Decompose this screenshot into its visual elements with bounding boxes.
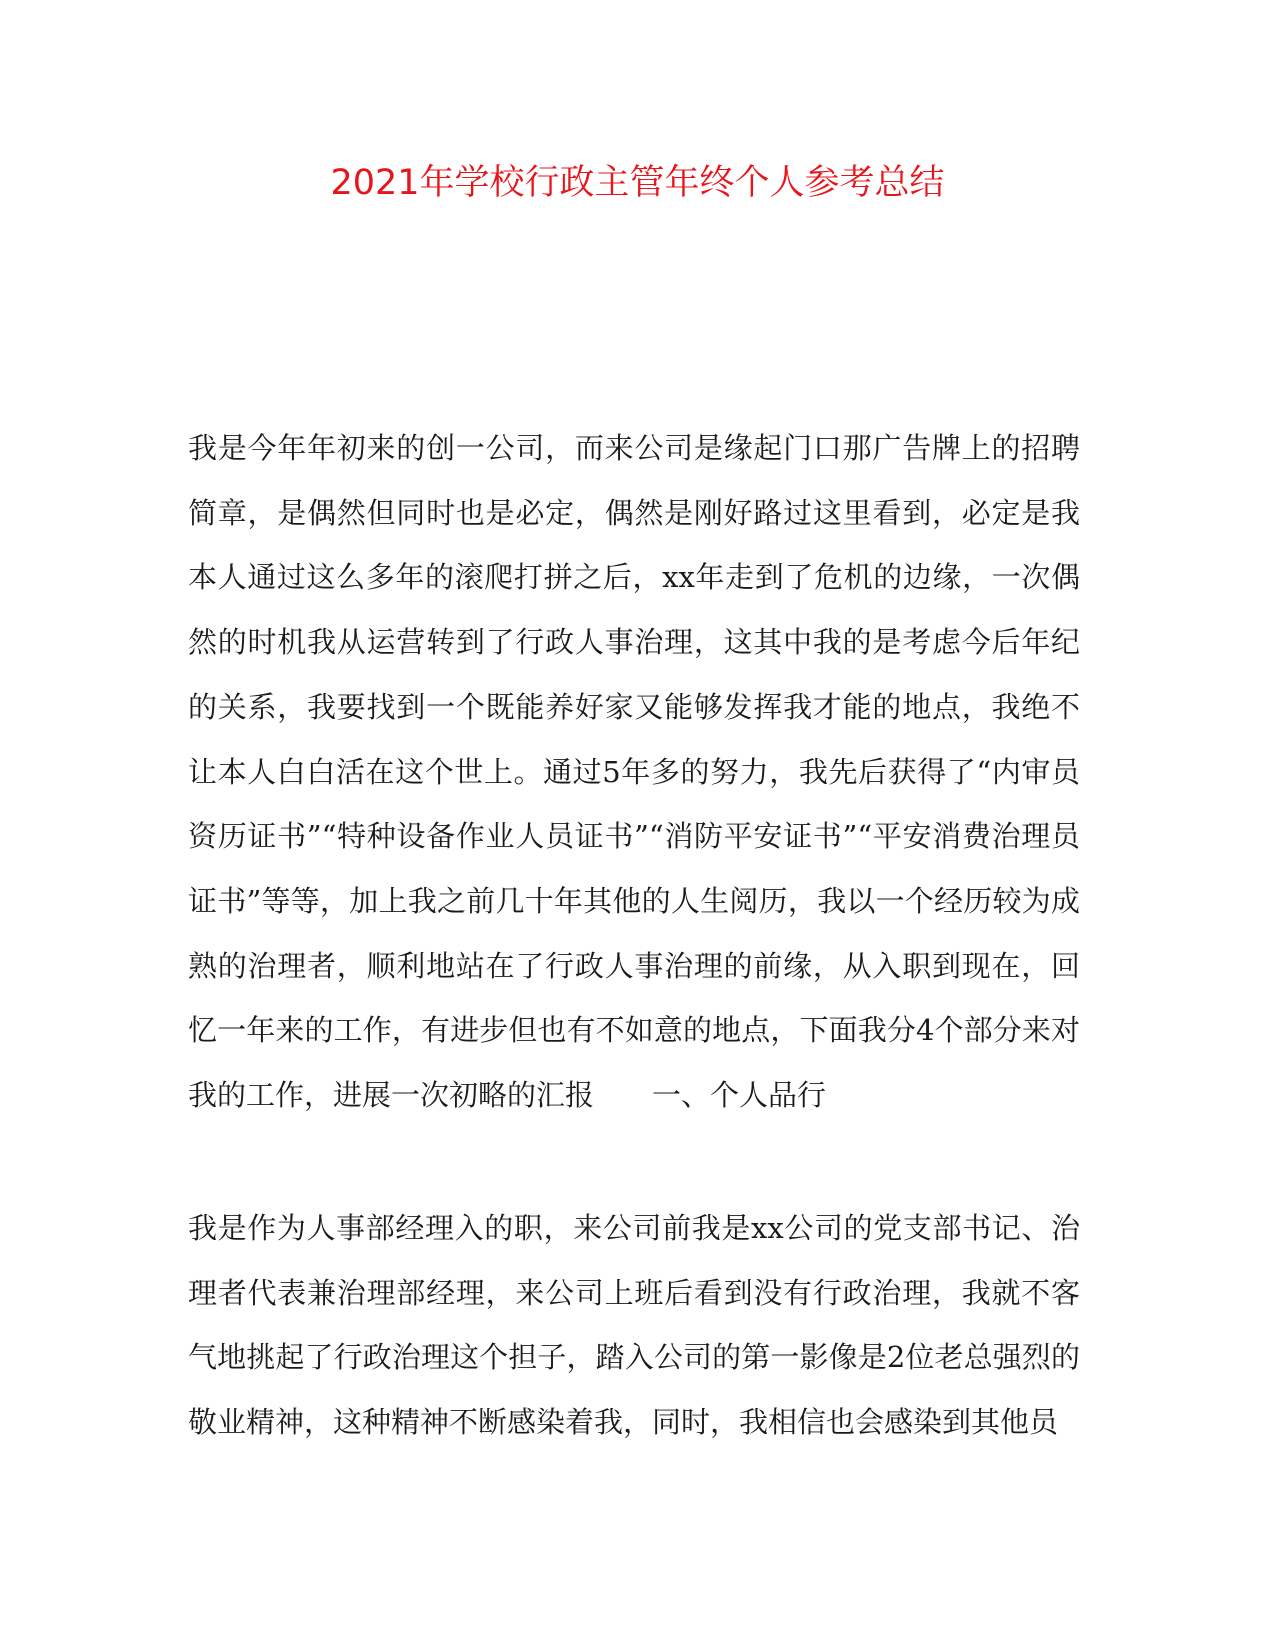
document-title: 2021年学校行政主管年终个人参考总结 bbox=[330, 163, 945, 203]
paragraph-intro: 我是今年年初来的创一公司，而来公司是缘起门口那广告牌上的招聘简章，是偶然但同时也是必定，偶然是刚好路过这里看到，必定是我本人通过这么多年的滚爬打拼之后，xx年走到了危机的边缘，一次偶然的时机我从运营转到了行政人事治理，这其中我的是考虑今后年纪的关系，我要找到一个既能养好家又能够发挥我才能的地点，我绝不让本人白白活在这个世上。通过5年多的努力，我先后获得了“内审员资历证书”“特种设备作业人员证书”“消防平安证书”“平安消费治理员证书”等等，加上我之前几十年其他的人生阅历，我以一个经历较为成熟的治理者，顺利地站在了行政人事治理的前缘，从入职到现在，回忆一年来的工作，有进步但也有不如意的地点，下面我分4个部分来对我的工作，进展一次初略的汇报 一、个人品行 bbox=[188, 431, 1080, 1113]
paragraph-personal-conduct: 我是作为人事部经理入的职，来公司前我是xx公司的党支部书记、治理者代表兼治理部经理，来公司上班后看到没有行政治理，我就不客气地挑起了行政治理这个担子，踏入公司的第一影像是2位老总强烈的敬业精神，这种精神不断感染着我，同时，我相信也会感染到其他员 bbox=[188, 1211, 1080, 1440]
